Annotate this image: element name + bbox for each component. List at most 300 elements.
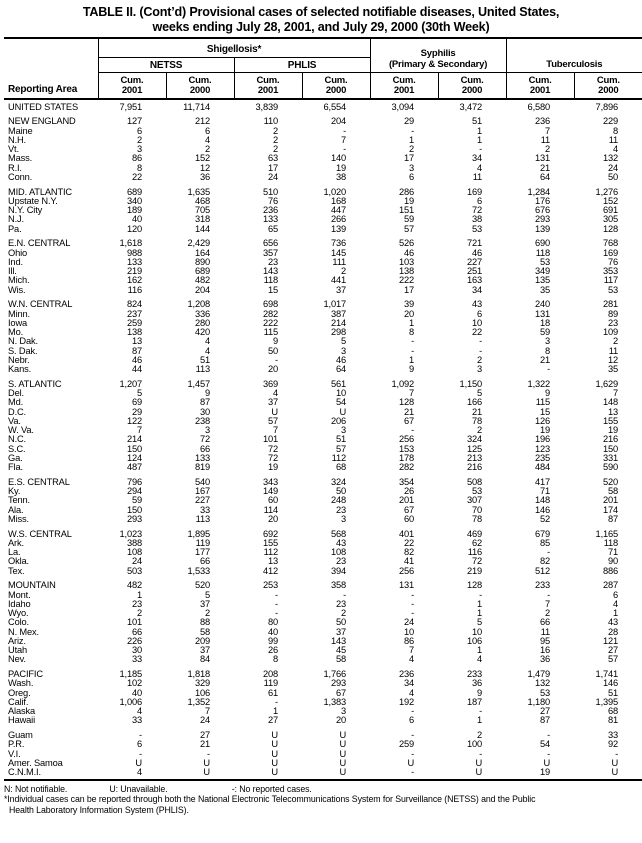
- value-cell: 150: [126, 443, 142, 454]
- reporting-area-cell: Okla.: [8, 557, 29, 567]
- value-cell: 148: [535, 495, 551, 506]
- value-cell: 66: [540, 617, 551, 628]
- value-cell: 119: [195, 537, 210, 548]
- value-cell: -: [275, 696, 278, 707]
- footnote-asterisk-note: [4, 794, 640, 814]
- value-cell: 324: [467, 434, 483, 445]
- value-cell: 691: [603, 205, 619, 215]
- value-cell: 692: [262, 528, 278, 539]
- value-cell: 3,472: [459, 101, 483, 112]
- reporting-area-cell: Miss.: [8, 514, 29, 524]
- reporting-area-cell: Tex.: [8, 566, 25, 576]
- reporting-area-cell: Md.: [8, 398, 24, 408]
- value-cell: 51: [199, 354, 210, 365]
- value-cell: 6: [136, 125, 142, 136]
- value-cell: 11: [540, 134, 551, 145]
- value-cell: 76: [267, 195, 278, 206]
- table-row: [4, 286, 642, 295]
- value-cell: 216: [467, 462, 483, 472]
- value-cell: 121: [603, 635, 619, 646]
- value-cell: 1,741: [595, 669, 619, 679]
- value-cell: 33: [131, 715, 142, 726]
- value-cell: 526: [398, 238, 415, 249]
- value-cell: 266: [330, 214, 347, 225]
- value-cell: 43: [608, 617, 619, 628]
- value-cell: 33: [131, 654, 142, 665]
- value-cell: 1,766: [323, 669, 347, 679]
- syphilis-column-group-header: [370, 38, 506, 73]
- value-cell: 7: [545, 598, 551, 609]
- table-title: [2, 3, 640, 35]
- value-cell: 155: [262, 537, 278, 548]
- value-cell: 5: [477, 388, 483, 398]
- value-cell: 447: [330, 205, 347, 215]
- value-cell: 166: [467, 397, 483, 408]
- value-cell: 7,951: [119, 101, 142, 112]
- value-cell: U: [135, 757, 142, 768]
- value-cell: 72: [267, 443, 278, 454]
- value-cell: 58: [199, 626, 210, 637]
- value-cell: 412: [262, 565, 278, 576]
- reporting-area-cell: Tenn.: [8, 496, 30, 506]
- value-cell: -: [479, 345, 483, 356]
- value-cell: 60: [404, 513, 415, 524]
- value-cell: 40: [267, 626, 278, 637]
- value-cell: U: [234, 768, 302, 780]
- value-cell: 36: [540, 654, 551, 665]
- value-cell: 705: [194, 205, 210, 215]
- value-cell: 1: [477, 598, 483, 609]
- value-cell: 222: [262, 317, 278, 328]
- value-cell: 324: [330, 476, 347, 487]
- value-cell: U: [438, 768, 506, 780]
- value-cell: 206: [330, 415, 347, 426]
- value-cell: 162: [126, 275, 142, 286]
- value-cell: 12: [608, 354, 619, 365]
- value-cell: 768: [603, 238, 619, 249]
- value-cell: 132: [603, 153, 619, 164]
- value-cell: 1,023: [119, 528, 142, 539]
- value-cell: 1,895: [187, 528, 210, 539]
- reporting-area-cell: P.R.: [8, 740, 25, 750]
- reporting-area-cell: N.C.: [8, 435, 26, 445]
- value-cell: 66: [199, 443, 210, 454]
- value-cell: 17: [404, 153, 415, 164]
- value-cell: 36: [199, 171, 210, 182]
- value-cell: 336: [194, 308, 210, 319]
- value-cell: 30: [131, 645, 142, 655]
- value-cell: 46: [472, 247, 483, 258]
- value-cell: 689: [126, 186, 142, 197]
- value-cell: 4: [204, 345, 210, 356]
- value-cell: 540: [194, 476, 210, 487]
- value-cell: 1: [136, 589, 142, 600]
- table-title-line1: TABLE II. (Cont’d) Provisional cases of selected notifiable diseases, United States,: [82, 5, 560, 19]
- value-cell: 119: [263, 678, 278, 689]
- value-cell: 286: [398, 186, 415, 197]
- reporting-area-cell: Pa.: [8, 224, 22, 234]
- value-cell: -: [411, 608, 415, 618]
- reporting-area-cell: Alaska: [8, 707, 36, 716]
- value-cell: 34: [472, 153, 483, 164]
- value-cell: 988: [126, 247, 142, 258]
- value-cell: 2: [272, 134, 278, 145]
- table-row: [4, 655, 642, 664]
- value-cell: 86: [131, 153, 142, 164]
- value-cell: 280: [194, 317, 210, 328]
- value-cell: 6: [613, 589, 619, 600]
- value-cell: 484: [535, 462, 551, 472]
- value-cell: 2: [272, 144, 278, 154]
- value-cell: 178: [398, 452, 415, 463]
- value-cell: 8: [409, 327, 415, 337]
- table-title-line2: weeks ending July 28, 2001, and July 29, 2000 (30th Week): [152, 20, 490, 34]
- value-cell: 19: [540, 425, 551, 435]
- value-cell: 1: [409, 317, 415, 328]
- value-cell: 1: [409, 354, 415, 365]
- value-cell: 212: [194, 116, 210, 127]
- value-cell: 23: [336, 598, 347, 609]
- value-cell: 2: [341, 608, 347, 618]
- notifiable-diseases-table: [4, 37, 642, 781]
- value-cell: -: [275, 589, 278, 600]
- value-cell: 1,533: [187, 565, 210, 576]
- value-cell: 23: [336, 504, 347, 515]
- value-cell: 53: [608, 284, 619, 295]
- value-cell: U: [574, 768, 642, 780]
- value-cell: 2: [204, 608, 210, 618]
- value-cell: 2: [136, 608, 142, 618]
- value-cell: 22: [131, 171, 142, 182]
- reporting-area-cell: S. Dak.: [8, 346, 38, 356]
- value-cell: 68: [608, 706, 619, 716]
- value-cell: 561: [330, 378, 347, 389]
- shigellosis-column-group-header: Shigellosis*: [98, 38, 370, 58]
- value-cell: 20: [336, 715, 347, 726]
- value-cell: 6: [409, 171, 415, 182]
- value-cell: 131: [398, 580, 415, 591]
- value-cell: 109: [603, 327, 619, 337]
- value-cell: 174: [603, 504, 619, 515]
- value-cell: 1,006: [119, 696, 142, 707]
- value-cell: 3,094: [391, 101, 415, 112]
- value-cell: 469: [467, 528, 483, 539]
- value-cell: 82: [540, 556, 551, 567]
- table-row: [4, 225, 642, 234]
- value-cell: 87: [608, 513, 619, 524]
- value-cell: 204: [330, 116, 347, 127]
- reporting-area-cell: Iowa: [8, 318, 28, 328]
- value-cell: 1: [477, 608, 483, 618]
- value-cell: 66: [131, 626, 142, 637]
- value-cell: 99: [267, 635, 278, 646]
- reporting-area-cell: Colo.: [8, 618, 29, 628]
- reporting-area-cell: Ala.: [8, 505, 24, 515]
- value-cell: 24: [608, 162, 619, 173]
- table-header: [4, 38, 642, 99]
- value-cell: 7: [272, 425, 278, 435]
- value-cell: 23: [267, 256, 278, 267]
- value-cell: 3: [477, 364, 483, 374]
- value-cell: 72: [472, 556, 483, 567]
- value-cell: 1,479: [527, 669, 551, 679]
- value-cell: 9: [477, 687, 483, 698]
- value-cell: 38: [336, 171, 347, 182]
- value-cell: 37: [199, 645, 210, 655]
- value-cell: 27: [267, 715, 278, 726]
- column-header-cum-8: Cum. 2000: [574, 73, 642, 100]
- value-cell: 227: [467, 256, 483, 267]
- reporting-area-cell: R.I.: [8, 163, 22, 173]
- value-cell: 67: [404, 504, 415, 515]
- value-cell: 256: [398, 565, 415, 576]
- value-cell: 13: [608, 406, 619, 417]
- value-cell: -: [275, 598, 278, 609]
- value-cell: 11: [472, 171, 483, 182]
- value-cell: 122: [126, 415, 142, 426]
- value-cell: 29: [131, 406, 142, 417]
- value-cell: 2: [477, 354, 483, 365]
- value-cell: 1: [477, 134, 483, 145]
- value-cell: 144: [194, 223, 210, 234]
- value-cell: 26: [267, 645, 278, 655]
- table-row: [4, 576, 642, 591]
- value-cell: 128: [467, 580, 483, 591]
- value-cell: 17: [404, 284, 415, 295]
- value-cell: 282: [398, 462, 415, 472]
- value-cell: 152: [603, 195, 619, 206]
- value-cell: -: [547, 748, 551, 759]
- value-cell: 236: [262, 205, 278, 215]
- value-cell: 1,092: [391, 378, 415, 389]
- value-cell: 3: [341, 706, 347, 716]
- value-cell: 1,352: [187, 696, 210, 707]
- value-cell: 10: [472, 626, 483, 637]
- value-cell: -: [411, 425, 415, 435]
- value-cell: -: [479, 748, 483, 759]
- value-cell: U: [339, 748, 347, 759]
- value-cell: 2: [545, 144, 551, 154]
- value-cell: 87: [199, 397, 210, 408]
- value-cell: 9: [409, 364, 415, 374]
- value-cell: 6: [409, 715, 415, 726]
- value-cell: 12: [199, 162, 210, 173]
- value-cell: 329: [194, 678, 210, 689]
- value-cell: 152: [194, 153, 210, 164]
- reporting-area-cell: Ark.: [8, 538, 24, 548]
- reporting-area-cell: Wyo.: [8, 609, 29, 618]
- value-cell: 237: [126, 308, 142, 319]
- value-cell: 305: [603, 214, 619, 225]
- value-cell: 8: [136, 162, 142, 173]
- value-cell: 36: [472, 678, 483, 689]
- value-cell: 167: [194, 486, 210, 496]
- value-cell: 58: [608, 486, 619, 496]
- value-cell: 394: [330, 565, 347, 576]
- value-cell: 61: [267, 687, 278, 698]
- value-cell: U: [271, 739, 278, 750]
- reporting-area-cell: Ga.: [8, 453, 23, 463]
- value-cell: 1,629: [595, 378, 619, 389]
- value-cell: 123: [535, 443, 551, 454]
- value-cell: 40: [131, 214, 142, 225]
- reporting-area-cell: Hawaii: [8, 716, 35, 726]
- value-cell: 15: [540, 406, 551, 417]
- value-cell: 482: [126, 580, 142, 591]
- value-cell: 3: [204, 425, 210, 435]
- value-cell: 441: [330, 275, 347, 286]
- value-cell: 6,554: [323, 101, 347, 112]
- value-cell: 87: [131, 345, 142, 356]
- value-cell: 27: [199, 730, 210, 740]
- value-cell: 256: [398, 434, 415, 445]
- value-cell: 81: [608, 715, 619, 726]
- value-cell: 4: [204, 134, 210, 145]
- reporting-area-cell: Va.: [8, 416, 21, 426]
- value-cell: 4: [204, 336, 210, 347]
- value-cell: 53: [472, 486, 483, 496]
- reporting-area-cell: Upstate N.Y.: [8, 196, 58, 206]
- value-cell: 196: [535, 434, 551, 445]
- reporting-area-cell: Nebr.: [8, 355, 30, 365]
- value-cell: U: [271, 757, 278, 768]
- value-cell: 87: [540, 715, 551, 726]
- value-cell: -: [615, 748, 619, 759]
- value-cell: 233: [467, 669, 483, 679]
- value-cell: 65: [267, 223, 278, 234]
- value-cell: 353: [603, 266, 619, 276]
- reporting-area-header: Reporting Area: [4, 38, 98, 99]
- reporting-area-cell: Nev.: [8, 655, 26, 665]
- value-cell: 482: [194, 275, 210, 286]
- value-cell: 1: [272, 706, 278, 716]
- value-cell: 340: [126, 195, 142, 206]
- value-cell: 240: [535, 299, 551, 310]
- value-cell: 213: [467, 452, 483, 463]
- value-cell: 66: [199, 556, 210, 567]
- value-cell: 676: [535, 205, 551, 215]
- reporting-area-cell: S. ATLANTIC: [8, 378, 62, 389]
- value-cell: 401: [398, 528, 415, 539]
- value-cell: 57: [404, 223, 415, 234]
- value-cell: 139: [535, 223, 551, 234]
- footnote-not-notifiable: N: Not notifiable.: [4, 783, 68, 794]
- value-cell: 82: [404, 547, 415, 557]
- value-cell: -: [479, 706, 483, 716]
- value-cell: 8: [613, 125, 619, 136]
- reporting-area-cell: Minn.: [8, 309, 30, 319]
- value-cell: 1,017: [323, 299, 347, 310]
- value-cell: 21: [540, 162, 551, 173]
- value-cell: U: [271, 748, 278, 759]
- value-cell: 287: [603, 580, 619, 591]
- value-cell: 9: [545, 388, 551, 398]
- value-cell: 18: [540, 317, 551, 328]
- table-row: [4, 726, 642, 741]
- value-cell: U: [339, 730, 347, 740]
- value-cell: 2: [613, 336, 619, 347]
- value-cell: 689: [194, 266, 210, 276]
- reporting-area-cell: Maine: [8, 126, 33, 136]
- value-cell: 112: [331, 452, 347, 463]
- value-cell: 46: [336, 354, 347, 365]
- value-cell: 11: [608, 134, 619, 145]
- value-cell: 45: [336, 645, 347, 655]
- value-cell: -: [411, 336, 415, 347]
- cumulative-year-header-row: [4, 73, 642, 100]
- value-cell: 69: [131, 397, 142, 408]
- value-cell: 64: [540, 171, 551, 182]
- value-cell: 2: [409, 144, 415, 154]
- value-cell: 67: [404, 415, 415, 426]
- value-cell: 151: [398, 205, 415, 215]
- reporting-area-cell: W. Va.: [8, 426, 34, 435]
- value-cell: 11: [540, 626, 551, 637]
- value-cell: 5: [341, 336, 347, 347]
- value-cell: 590: [603, 462, 619, 472]
- reporting-area-cell: N.J.: [8, 215, 24, 225]
- value-cell: 5: [204, 589, 210, 600]
- value-cell: 124: [126, 452, 142, 463]
- value-cell: 146: [603, 678, 619, 689]
- value-cell: 6,580: [527, 101, 551, 112]
- value-cell: 1,020: [323, 186, 347, 197]
- value-cell: 43: [336, 537, 347, 548]
- value-cell: 1,818: [187, 669, 210, 679]
- value-cell: U: [271, 730, 278, 740]
- value-cell: 101: [262, 434, 278, 445]
- value-cell: 487: [126, 462, 142, 472]
- value-cell: 13: [267, 556, 278, 567]
- value-cell: 50: [336, 486, 347, 496]
- table-row: [4, 99, 642, 112]
- value-cell: 7,896: [595, 101, 619, 112]
- reporting-area-cell: V.I.: [8, 749, 21, 759]
- value-cell: 40: [131, 687, 142, 698]
- value-cell: 2,429: [187, 238, 210, 249]
- value-cell: 58: [336, 654, 347, 665]
- value-cell: 7: [204, 706, 210, 716]
- value-cell: 177: [194, 547, 210, 557]
- value-cell: 46: [404, 247, 415, 258]
- value-cell: 133: [126, 256, 142, 267]
- value-cell: 259: [398, 739, 415, 750]
- value-cell: 50: [336, 617, 347, 628]
- value-cell: 1,395: [595, 696, 619, 707]
- value-cell: 824: [126, 299, 142, 310]
- footnotes: [4, 784, 640, 815]
- value-cell: -: [411, 598, 415, 609]
- reporting-area-cell: Ohio: [8, 248, 28, 258]
- reporting-area-cell: Mont.: [8, 590, 31, 600]
- value-cell: 67: [336, 687, 347, 698]
- value-cell: 10: [336, 388, 347, 398]
- value-cell: 354: [398, 476, 415, 487]
- value-cell: 420: [194, 327, 210, 337]
- value-cell: 227: [194, 495, 210, 506]
- value-cell: 63: [267, 153, 278, 164]
- value-cell: 222: [398, 275, 415, 286]
- value-cell: 236: [398, 669, 415, 679]
- value-cell: U: [543, 757, 551, 768]
- value-cell: 60: [267, 495, 278, 506]
- reporting-area-cell: Wash.: [8, 679, 34, 689]
- value-cell: 38: [472, 214, 483, 225]
- value-cell: 2: [272, 125, 278, 136]
- value-cell: 512: [535, 565, 551, 576]
- value-cell: 22: [472, 327, 483, 337]
- value-cell: 2: [477, 425, 483, 435]
